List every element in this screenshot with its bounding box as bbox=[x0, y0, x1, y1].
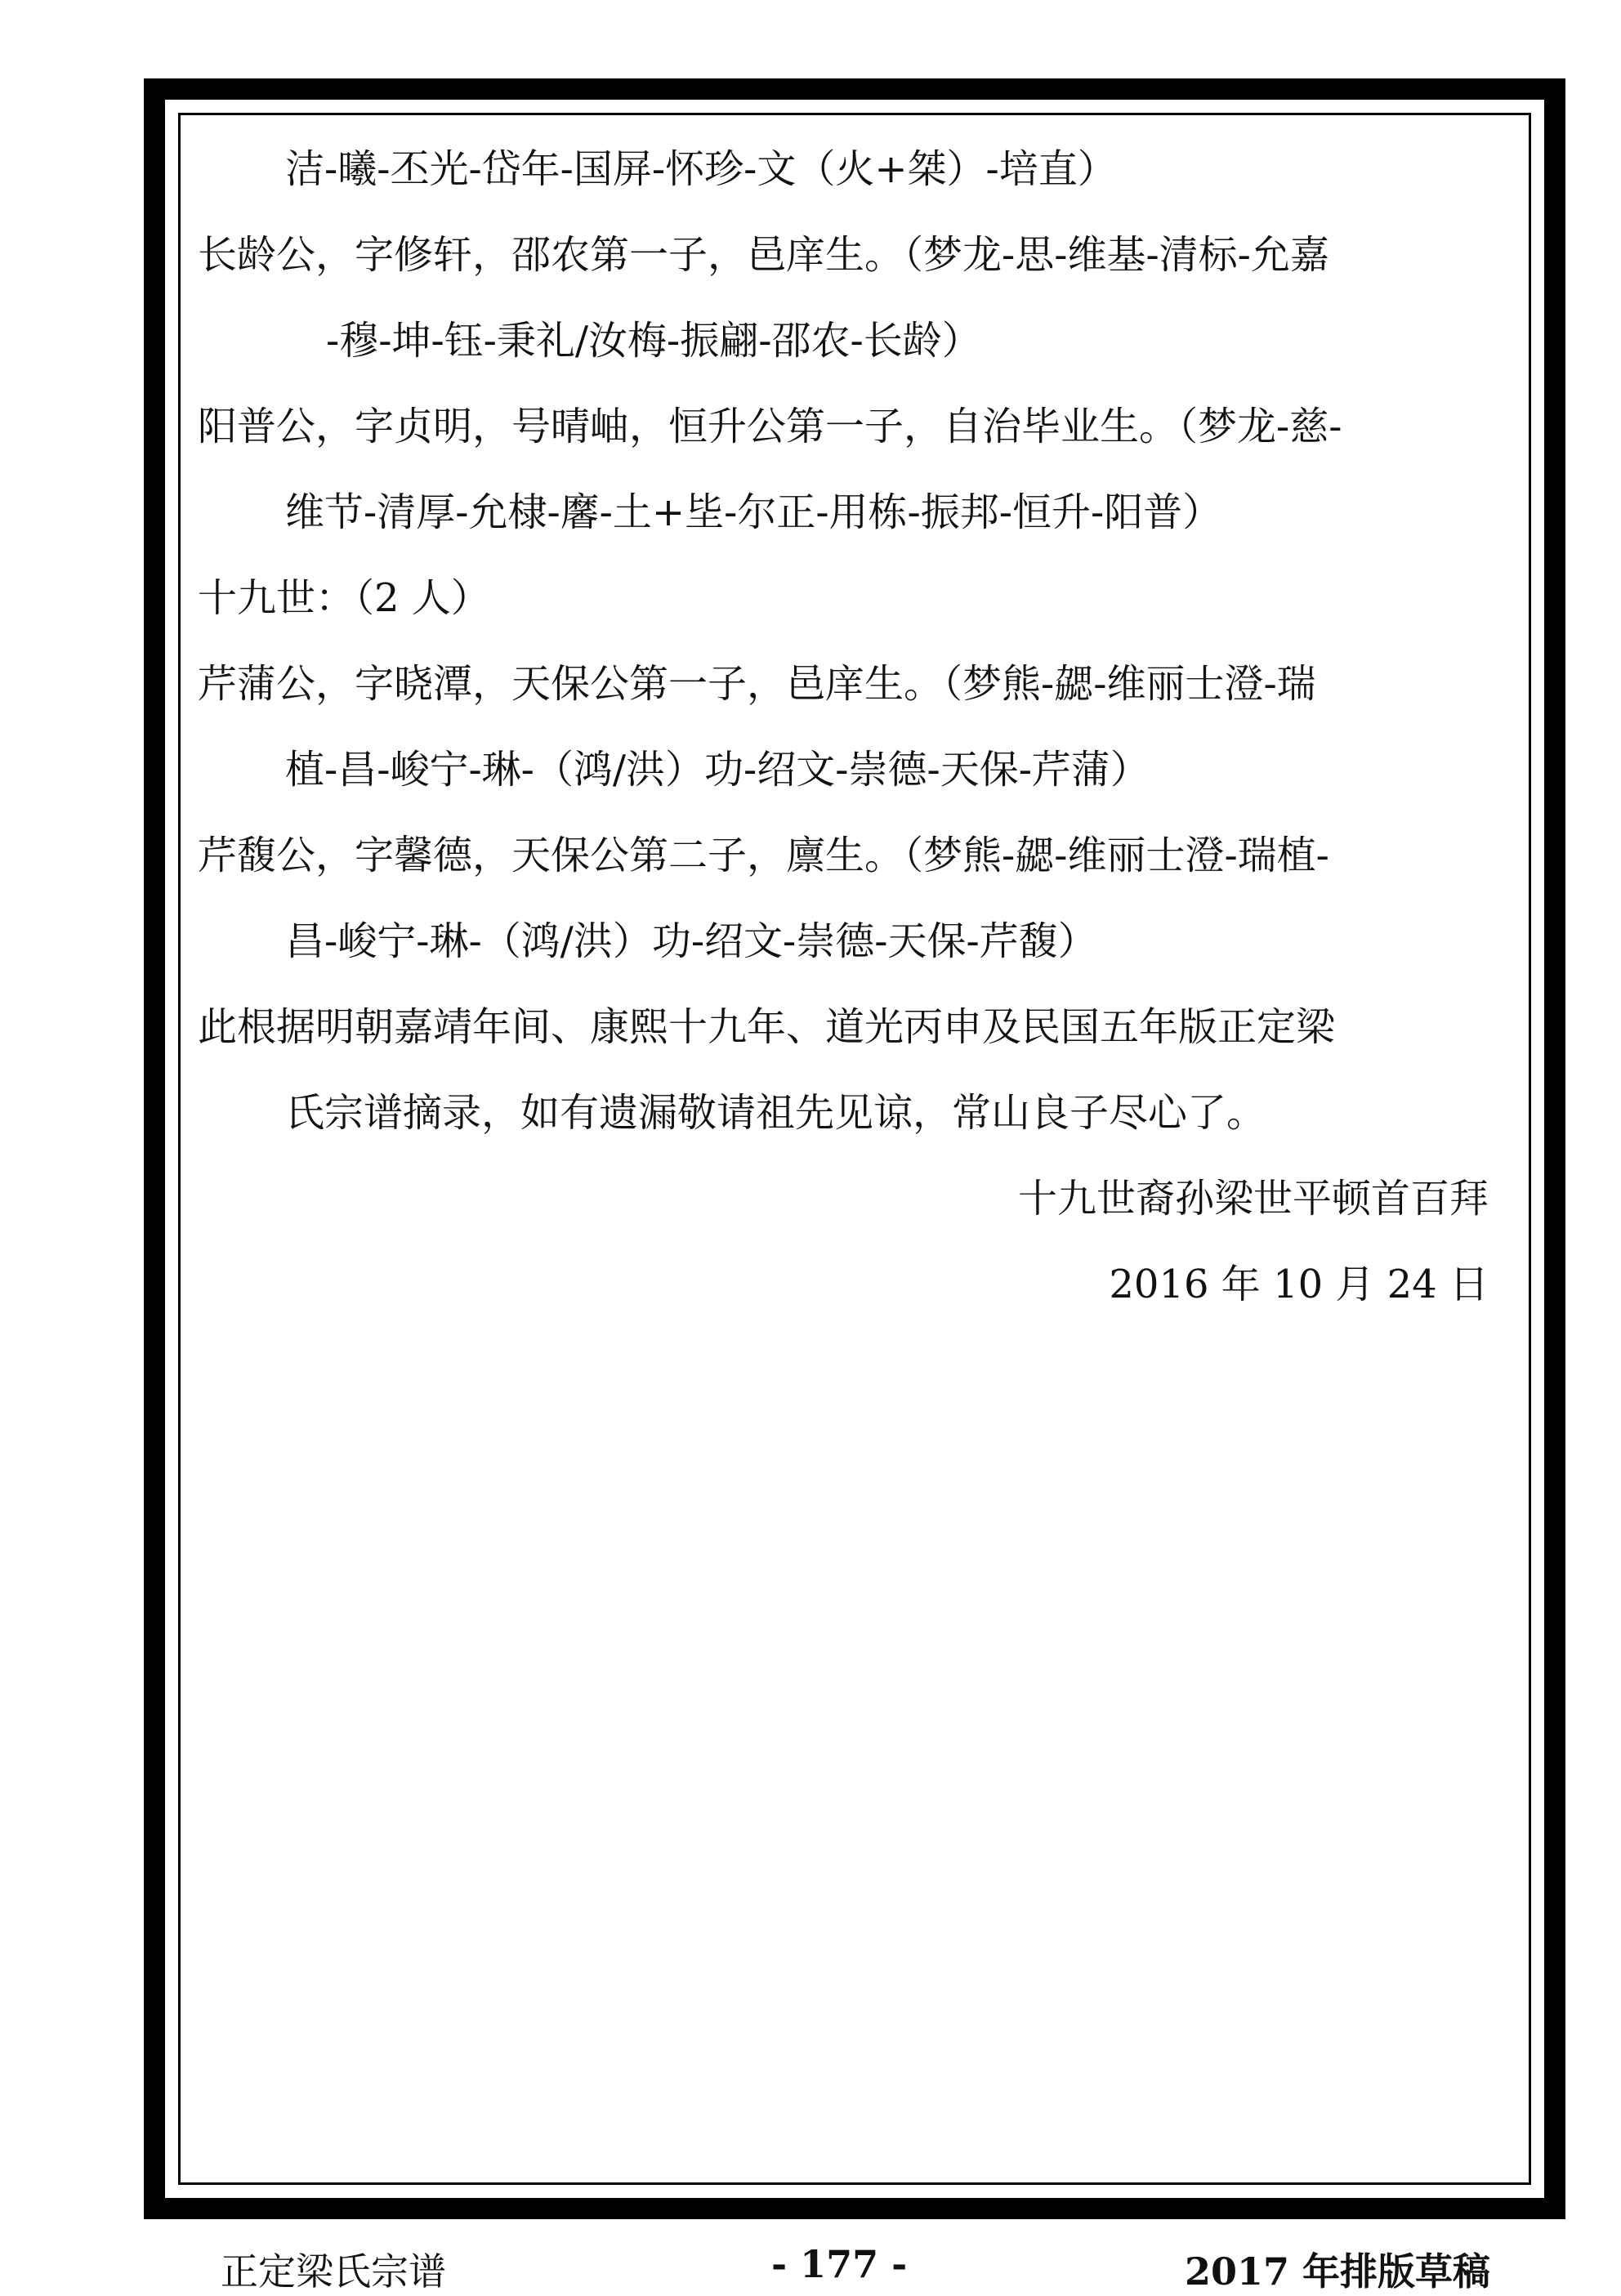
text-line: 阳普公，字贞明，号晴岫，恒升公第一子，自治毕业生。（梦龙-慈- bbox=[198, 404, 1342, 449]
text-line: 此根据明朝嘉靖年间、康熙十九年、道光丙申及民国五年版正定梁 bbox=[198, 1004, 1336, 1050]
page-footer bbox=[0, 2242, 1621, 2294]
text-line: -穆-坤-钰-秉礼/汝梅-振翩-邵农-长龄） bbox=[326, 318, 981, 364]
document-body bbox=[198, 127, 1505, 1328]
text-line: 长龄公，字修轩，邵农第一子，邑庠生。（梦龙-思-维基-清标-允嘉 bbox=[198, 232, 1329, 278]
footer-draft-note: 2017 年排版草稿 bbox=[1184, 2249, 1490, 2294]
text-line: 氏宗谱摘录，如有遗漏敬请祖先见谅，常山良子尽心了。 bbox=[285, 1090, 1266, 1136]
text-line: 芹蒲公，字晓潭，天保公第一子，邑庠生。（梦熊-勰-维丽士澄-瑞 bbox=[198, 661, 1316, 707]
text-line: 维节-清厚-允棣-黁-土+坒-尔正-用栋-振邦-恒升-阳普） bbox=[285, 489, 1222, 535]
text-line: 昌-峻宁-琳-（鸿/洪）功-绍文-崇德-天保-芹馥） bbox=[285, 918, 1097, 964]
signature: 十九世裔孙梁世平顿首百拜 bbox=[1017, 1176, 1489, 1222]
text-line: 洁-曦-丕光-岱年-国屏-怀珍-文（火+桀）-培直） bbox=[285, 146, 1117, 192]
footer-book-title: 正定梁氏宗谱 bbox=[221, 2249, 446, 2294]
signature-date: 2016 年 10 月 24 日 bbox=[1109, 1262, 1489, 1307]
generation-heading: 十九世：（2 人） bbox=[198, 575, 490, 621]
footer-page-number: - 177 - bbox=[771, 2242, 908, 2286]
text-line: 植-昌-峻宁-琳-（鸿/洪）功-绍文-崇德-天保-芹蒲） bbox=[285, 747, 1150, 793]
text-line: 芹馥公，字馨德，天保公第二子，廪生。（梦熊-勰-维丽士澄-瑞植- bbox=[198, 833, 1329, 878]
